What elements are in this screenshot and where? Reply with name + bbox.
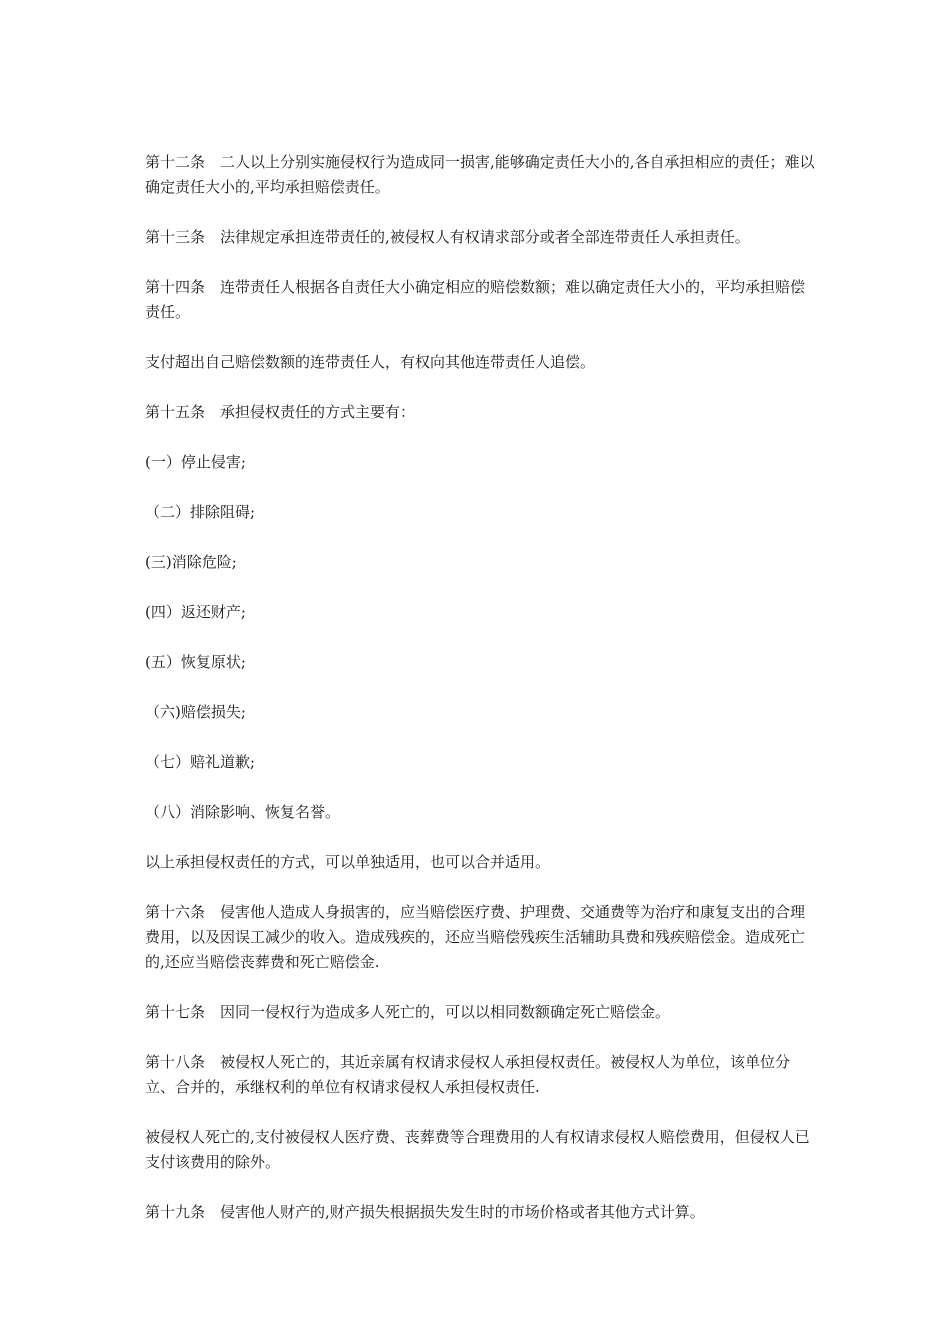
document-body <box>145 150 815 1250</box>
article-19: 第十九条 侵害他人财产的,财产损失根据损失发生时的市场价格或者其他方式计算。 <box>145 1203 705 1221</box>
article-12: 第十二条 二人以上分别实施侵权行为造成同一损害,能够确定责任大小的,各自承担相应的责任；难以确定责任大小的,平均承担赔偿责任。 <box>145 153 815 196</box>
article-14-clause-2: 支付超出自己赔偿数额的连带责任人，有权向其他连带责任人追偿。 <box>145 353 596 371</box>
article-18-clause-2: 被侵权人死亡的,支付被侵权人医疗费、丧葬费等合理费用的人有权请求侵权人赔偿费用，但侵权人已支付该费用的除外。 <box>145 1128 810 1171</box>
article-15-clause-2: 以上承担侵权责任的方式，可以单独适用，也可以合并适用。 <box>145 853 551 871</box>
article-18: 第十八条 被侵权人死亡的，其近亲属有权请求侵权人承担侵权责任。被侵权人为单位，该单位分立、合并的，承继权利的单位有权请求侵权人承担侵权责任. <box>145 1053 791 1096</box>
article-15: 第十五条 承担侵权责任的方式主要有： <box>145 403 416 421</box>
list-item-4: (四）返还财产; <box>145 603 246 621</box>
article-14: 第十四条 连带责任人根据各自责任大小确定相应的赔偿数额；难以确定责任大小的，平均承担赔偿责任。 <box>145 278 806 321</box>
list-item-6: （六)赔偿损失; <box>145 703 246 721</box>
list-item-7: （七）赔礼道歉; <box>145 753 256 771</box>
list-item-5: (五）恢复原状; <box>145 653 246 671</box>
article-13: 第十三条 法律规定承担连带责任的,被侵权人有权请求部分或者全部连带责任人承担责任。 <box>145 228 750 246</box>
list-item-1: (一）停止侵害; <box>145 453 246 471</box>
article-16: 第十六条 侵害他人造成人身损害的，应当赔偿医疗费、护理费、交通费等为治疗和康复支出的合理费用，以及因误工减少的收入。造成残疾的，还应当赔偿残疾生活辅助具费和残疾赔偿金。造成死亡的,还应当赔偿丧葬费和死亡赔偿金. <box>145 903 806 971</box>
list-item-3: (三)消除危险; <box>145 553 237 571</box>
list-item-8: （八）消除影响、恢复名誉。 <box>145 803 341 821</box>
list-item-2: （二）排除阻碍; <box>145 503 256 521</box>
article-17: 第十七条 因同一侵权行为造成多人死亡的，可以以相同数额确定死亡赔偿金。 <box>145 1003 671 1021</box>
